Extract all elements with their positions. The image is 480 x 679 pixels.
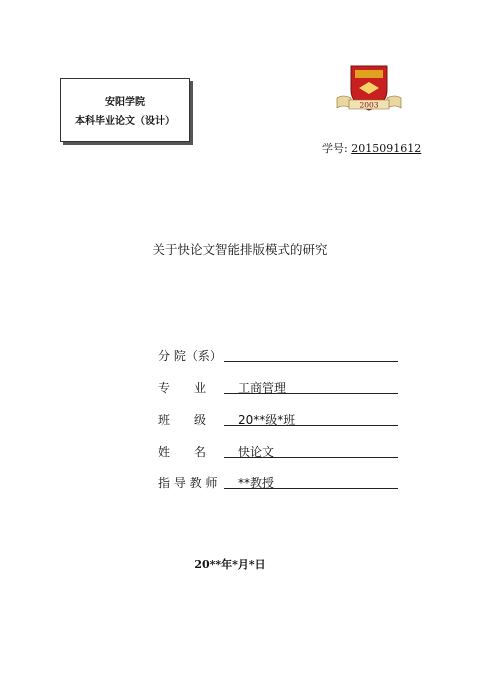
school-name: 安阳学院: [105, 97, 145, 108]
submission-date: 20**年*月*日: [194, 558, 266, 571]
field-value: **教授: [238, 476, 275, 490]
field-value: 快论文: [238, 445, 275, 459]
emblem-year: 2003: [359, 100, 379, 110]
student-id-label: 学号:: [322, 142, 348, 155]
thesis-title: 关于快论文智能排版模式的研究: [152, 242, 328, 257]
thesis-type: 本科毕业论文（设计）: [75, 116, 175, 127]
school-emblem-icon: [333, 64, 405, 116]
field-label: 专 业: [158, 381, 207, 395]
student-id: [322, 140, 421, 156]
field-label: 姓 名: [158, 445, 207, 459]
field-value: 工商管理: [238, 381, 287, 395]
student-id-value: 2015091612: [351, 142, 422, 155]
field-value: 20**级*班: [238, 413, 296, 427]
field-label: 指 导 教 师: [158, 476, 218, 490]
field-label: 分 院（系）: [158, 349, 222, 363]
field-underline: [224, 361, 398, 362]
school-title-box: [60, 78, 190, 142]
field-label: 班 级: [158, 413, 207, 427]
